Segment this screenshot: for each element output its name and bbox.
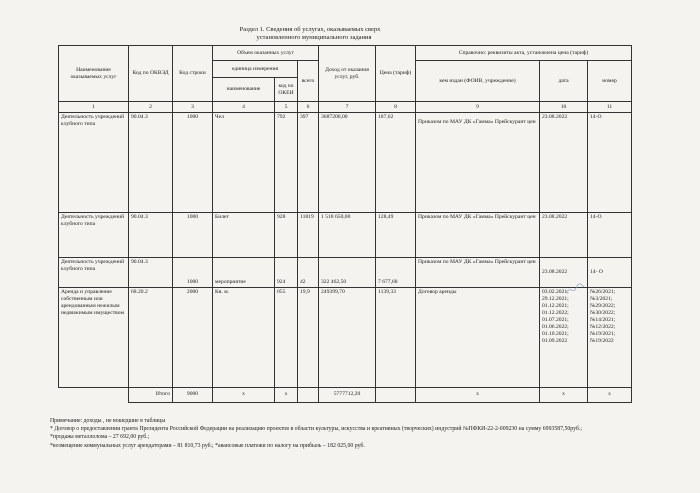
- cell-price: 187,62: [376, 113, 416, 213]
- cell-price: 1139,33: [376, 288, 416, 388]
- cell-issuer: Приказом по МАУ ДК «Гамма» Прейскурант цен: [416, 212, 540, 257]
- section-title: Раздел 1. Сведения об услугах, оказываемых сверх: [239, 26, 381, 33]
- header-volume: Объем оказанных услуг: [213, 46, 319, 61]
- cell-issuer: Приказом по МАУ ДК «Гамма» Прейскурант цен: [416, 113, 540, 213]
- total-code: 9000: [173, 387, 213, 402]
- cell-okei: 792: [275, 113, 298, 213]
- header-okei: код по ОКЕИ: [275, 78, 298, 102]
- total-x: х: [213, 387, 275, 402]
- note-utilities: *возмещение коммунальных услуг арендаторами – 81 810,73 руб.; *авансовые платежи по налогу на прибыль – 182 025,00 руб.: [50, 442, 365, 449]
- note-scrap: *продажа металлолома – 27 692,00 руб.;: [50, 434, 150, 440]
- cell-issuer: Договор аренды: [416, 288, 540, 388]
- cell-service-name: Деятельность учреждений клубного типа: [59, 113, 129, 213]
- cell-okved: 68.20.2: [129, 288, 173, 388]
- total-label: Итого: [129, 387, 173, 402]
- total-x: х: [540, 387, 588, 402]
- cell-okved: 90.04.3: [129, 113, 173, 213]
- cell-okei: 928: [275, 212, 298, 257]
- table-row: [59, 113, 632, 213]
- cell-unit: Билет: [213, 212, 275, 257]
- cell-issuer: Приказом по МАУ ДК «Гамма» Прейскурант цен: [416, 257, 540, 287]
- header-row-code: Код строки: [173, 46, 213, 102]
- note-grant: * Договор о предоставлении гранта Президента Российской Федерации на реализацию проектов в области культуры, искусства и креативных (творческих) индустрий №ПФКИ-22-2-009230 на сумму 6993587,50руб.;: [50, 425, 582, 432]
- header-number: номер: [588, 61, 632, 102]
- cell-okved: 90.04.3: [129, 257, 173, 287]
- services-table: [58, 45, 632, 403]
- cell-price: 7 677,68: [376, 257, 416, 287]
- cell-okei: 055: [275, 288, 298, 388]
- col-number: 9: [416, 102, 540, 113]
- col-number: 3: [173, 102, 213, 113]
- header-price: Цена (тариф): [376, 46, 416, 102]
- cell-number: 14-О: [588, 212, 632, 257]
- col-number: 8: [376, 102, 416, 113]
- col-number: 6: [298, 102, 319, 113]
- col-number: 5: [275, 102, 298, 113]
- total-income: 5777712,20: [319, 387, 376, 402]
- table-row: [59, 212, 632, 257]
- header-income: Доход от оказания услуг, руб.: [319, 46, 376, 102]
- col-number: 11: [588, 102, 632, 113]
- section-subtitle: установленного муниципального задания: [256, 34, 372, 41]
- notes-heading: Примечание: доходы , не вошедшие в таблицы: [50, 418, 166, 424]
- cell-income: 249399,70: [319, 288, 376, 388]
- cell-date: 23.08.2022: [540, 212, 588, 257]
- cell-total: 19,9: [298, 288, 319, 388]
- cell-row-code: 1000: [173, 113, 213, 213]
- table-row: [59, 257, 632, 287]
- cell-service-name: Деятельность учреждений клубного типа: [59, 257, 129, 287]
- cell-number: 14-О: [588, 113, 632, 213]
- cell-income: 3687200,00: [319, 113, 376, 213]
- cell-price: 128,49: [376, 212, 416, 257]
- total-x: х: [275, 387, 298, 402]
- total-row: [59, 387, 632, 402]
- cell-date: 03.02.2021; 29.12.2021; 01.12.2021; 01.12.2022; 01.07.2021; 01.06.2022; 01.10.2021; 01.09.2022: [540, 288, 588, 388]
- header-unit: единица измерения: [213, 61, 298, 78]
- cell-unit: Чел: [213, 113, 275, 213]
- header-okved: Код по ОКВЭД: [129, 46, 173, 102]
- header-date: дата: [540, 61, 588, 102]
- signature-mark: [565, 283, 585, 295]
- cell-total: 397: [298, 113, 319, 213]
- cell-income: 322 462,50: [319, 257, 376, 287]
- col-number: 7: [319, 102, 376, 113]
- total-x: х: [588, 387, 632, 402]
- header-total: всего: [298, 61, 319, 102]
- col-number: 1: [59, 102, 129, 113]
- cell-total: 42: [298, 257, 319, 287]
- total-x: х: [416, 387, 540, 402]
- cell-unit: Кв. м.: [213, 288, 275, 388]
- cell-unit: мероприятие: [213, 257, 275, 287]
- cell-row-code: 2000: [173, 288, 213, 388]
- header-service-name: Наименование оказываемых услуг: [59, 46, 129, 102]
- cell-date: 23.08.2022: [540, 257, 588, 287]
- cell-income: 1 518 650,00: [319, 212, 376, 257]
- cell-date: 23.08.2022: [540, 113, 588, 213]
- cell-number: №26/2021; №3/2021; №29/2022; №30/2022; №14/2021; №12/2022; №19/2021; №19/2022: [588, 288, 632, 388]
- cell-service-name: Деятельность учреждений клубного типа: [59, 212, 129, 257]
- cell-service-name: Аренда и управление собственным или арендованным нежилым недвижимым имуществом: [59, 288, 129, 388]
- col-number: 10: [540, 102, 588, 113]
- header-issuer: кем издан (ФОИВ, учреждение): [416, 61, 540, 102]
- cell-row-code: 1000: [173, 212, 213, 257]
- header-reference: Справочно: реквизиты акта, установлена цена (тариф): [416, 46, 632, 61]
- col-number: 2: [129, 102, 173, 113]
- cell-total: 11819: [298, 212, 319, 257]
- cell-number: 14- О: [588, 257, 632, 287]
- cell-okved: 90.04.3: [129, 212, 173, 257]
- table-row: [59, 288, 632, 388]
- header-unit-name: наименование: [213, 78, 275, 102]
- cell-okei: 924: [275, 257, 298, 287]
- notes: [50, 417, 660, 450]
- col-number: 4: [213, 102, 275, 113]
- cell-row-code: 1000: [173, 257, 213, 287]
